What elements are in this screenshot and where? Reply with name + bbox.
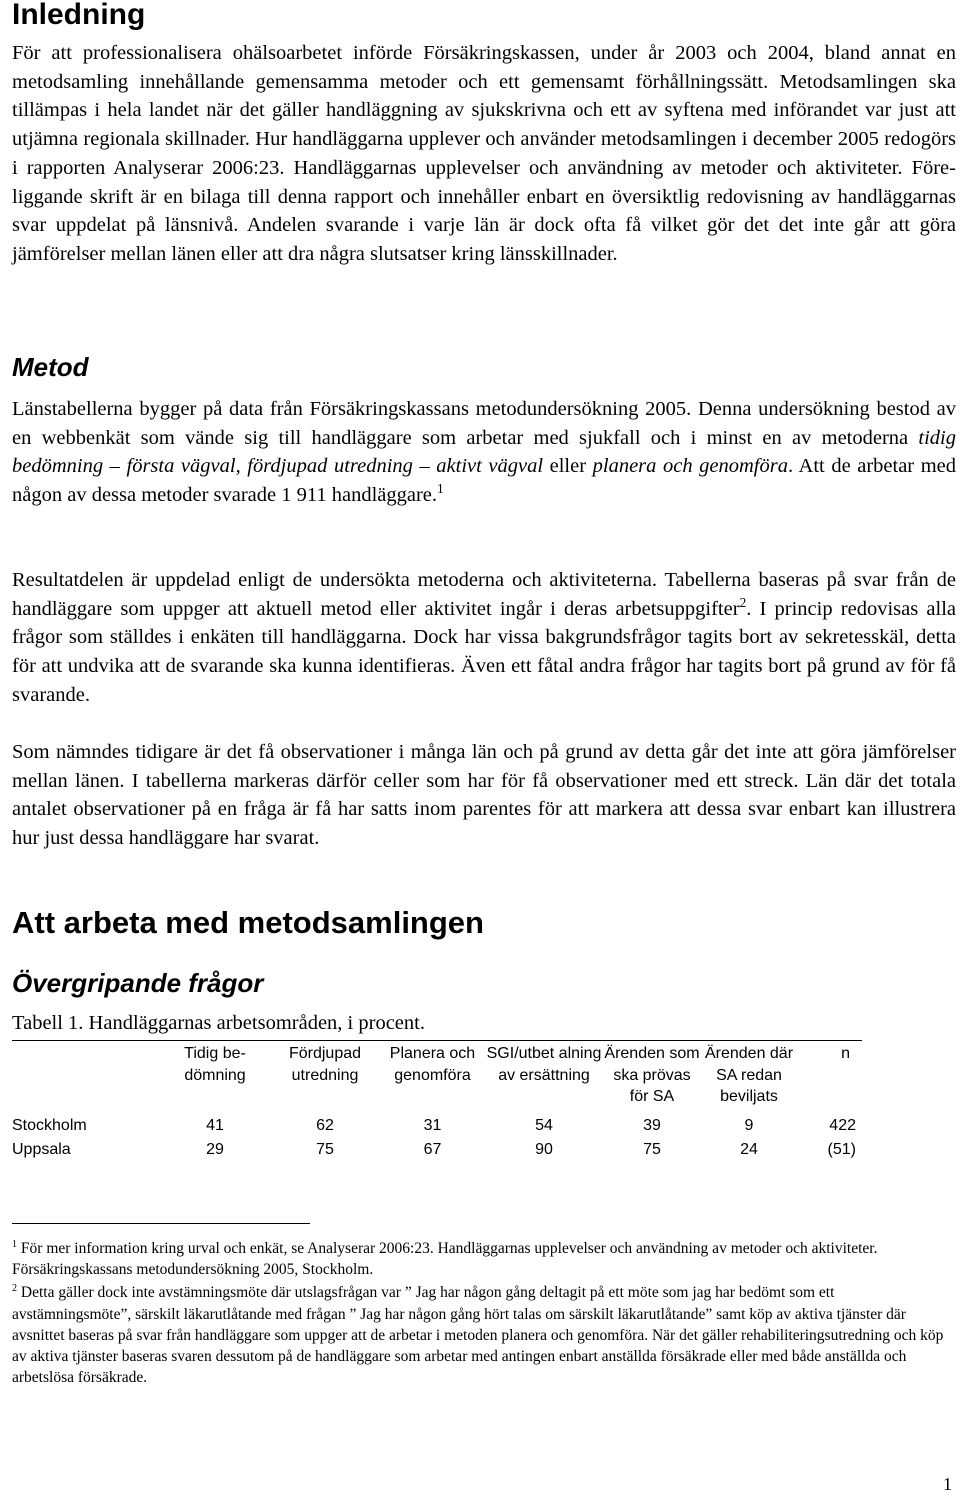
footnotes — [12, 1238, 956, 1390]
heading-att-arbeta: Att arbeta med metodsamlingen — [12, 905, 484, 940]
footnote-ref-2[interactable]: 2 — [739, 594, 747, 610]
page-number: 1 — [943, 1474, 952, 1494]
metod-p1-italic-2: fördjupad utredning – aktivt vägval — [247, 455, 544, 478]
table-cell: 90 — [535, 1140, 553, 1158]
table-cell: 9 — [744, 1116, 754, 1134]
metod-p1-text-b: eller — [543, 455, 593, 478]
table-header-cell: SGI/utbet alning av ersättning — [486, 1045, 602, 1084]
table-header-cell: Tidig bedömning — [184, 1045, 246, 1084]
table-header-blank — [12, 1041, 160, 1108]
intro-paragraph: För att professionalisera ohälsoarbetet införde Försäkringskassen, under år 2003 och 2004, bland annat en metodsamling innehållande gemensamma metoder och ett gemensamt förhållningssätt. Metodsamlingen ska tillämpas i hela landet när det gäller handläggning av sjukskrivna och ett av syftena med införandet var just att utjämna regionala skillnader. Hur handläggarna upplever och använder metodsamlingen i december 2005 redogörs i rapporten Analyserar 2006:23. Handläggarnas upplevelser och användning av metoder och aktiviteter. Föreliggande skrift är en bilaga till denna rapport och innehåller enbart en översiktlig redovisning av handläggarnas svar uppdelat på länsnivå. Andelen svarande i varje län är dock ofta få vilket gör det det inte går att göra jämförelser mellan länen eller att dra några slutsatser kring länsskillnader. — [12, 42, 956, 265]
table-row-label: Uppsala — [12, 1140, 71, 1158]
table-header-cell: Ärenden där SA redan beviljats — [704, 1045, 794, 1105]
table-cell: 39 — [643, 1116, 661, 1134]
table-header-cell: Planera och genomföra — [389, 1045, 476, 1084]
table-header-cell: Fördjupad utredning — [288, 1045, 362, 1084]
metod-p1-sep: , — [235, 455, 248, 478]
table-row-label: Stockholm — [12, 1116, 87, 1134]
work-areas-table — [12, 1041, 862, 1162]
metod-paragraph-1 — [12, 395, 956, 510]
table-cell: 54 — [535, 1116, 553, 1134]
footnote-1-text: För mer information kring urval och enkät, se Analyserar 2006:23. Handläggarnas upplevelser och användning av metoder och aktiviteter. Försäkringskassans metodundersökning 2005, Stockholm. — [12, 1240, 878, 1279]
table-header-cell: n — [841, 1045, 850, 1062]
table-cell: 31 — [423, 1116, 442, 1134]
table-cell-n: (51) — [827, 1140, 856, 1158]
table-header-cell: Ärenden som ska prövas för SA — [604, 1045, 700, 1105]
metod-p1-text-c: . Att de arbetar med någon av dessa metoder svarade 1 911 handläggare. — [12, 455, 957, 507]
table-cell: 75 — [643, 1140, 661, 1158]
metod-p2-text-b: . I princip redovisas alla frågor som ställdes i enkäten till handläggarna. Dock har vissa bakgrundsfrågor tagits bort av sekretesskäl, detta för att undvika att de svarande ska kunna identifieras. Även ett fåtal andra frågor har tagits bort på grund av för få svarande. — [12, 597, 956, 706]
table-row — [12, 1138, 862, 1162]
metod-p1-italic-1: tidig bedömning – första vägval — [12, 426, 956, 478]
footnote-2-number: 2 — [12, 1283, 18, 1295]
footnote-1-number: 1 — [12, 1238, 18, 1250]
table-cell: 75 — [316, 1140, 334, 1158]
table-row — [12, 1108, 862, 1138]
heading-inledning: Inledning — [12, 0, 146, 31]
footnote-2 — [12, 1282, 956, 1388]
table-caption: Tabell 1. Handläggarnas arbetsområden, i procent. — [12, 1012, 425, 1034]
metod-p1-italic-3: planera och genomföra — [592, 455, 788, 478]
metod-p1-text-a: Länstabellerna bygger på data från Försäkringskassans metodundersökning 2005. Denna undersökning bestod av en webbenkät som vände sig till handläggare som arbetar med sjukfall och i minst en av metoderna — [12, 398, 956, 449]
metod-paragraph-3: Som nämndes tidigare är det få observationer i många län och på grund av detta går det inte att göra jämförelser mellan länen. I tabellerna markeras därför celler som har för få observationer med ett streck. Län där det totala antalet observationer på en fråga är få har satts inom parentes för att markera att dessa svar enbart kan illustrera hur just dessa handläggare har svarat. — [12, 741, 956, 850]
table-cell: 67 — [423, 1140, 442, 1158]
table-cell: 41 — [206, 1116, 224, 1134]
table-header-row — [12, 1041, 862, 1108]
footnote-separator — [12, 1223, 310, 1224]
footnote-2-text: Detta gäller dock inte avstämningsmöte där utslagsfrågan var ” Jag har någon gång deltagit på ett möte som jag har bedömt som ett avstämningsmöte”, särskilt läkarutlåtande med frågan ” Jag har någon gång hört talas om särskilt läkarutlåtande” samt köp av aktiva tjänster där avsnittet baseras på svar från handläggare som uppger att de arbetar i metoden planera och genomföra. När det gäller rehabiliteringsutredning och köp av aktiva tjänster baseras svaren dessutom på de handläggare som arbetar med antingen enbart anställda försäkrade eller med både anställda och arbetslösa försäkrade. — [12, 1284, 944, 1387]
metod-p2-text-a: Resultatdelen är uppdelad enligt de undersökta metoderna och aktiviteterna. Tabellerna baseras på svar från de handläggare som uppger att aktuell metod eller aktivitet ingår i deras arbetsuppgifter — [12, 569, 956, 620]
table-cell-n: 422 — [829, 1116, 856, 1134]
footnote-ref-1[interactable]: 1 — [437, 481, 444, 497]
heading-metod: Metod — [12, 352, 89, 382]
table-cell: 24 — [740, 1140, 758, 1158]
table-cell: 29 — [206, 1140, 224, 1158]
table-cell: 62 — [316, 1116, 334, 1134]
metod-paragraph-2 — [12, 566, 956, 710]
footnote-1 — [12, 1238, 956, 1280]
heading-overgripande: Övergripande frågor — [12, 968, 264, 998]
